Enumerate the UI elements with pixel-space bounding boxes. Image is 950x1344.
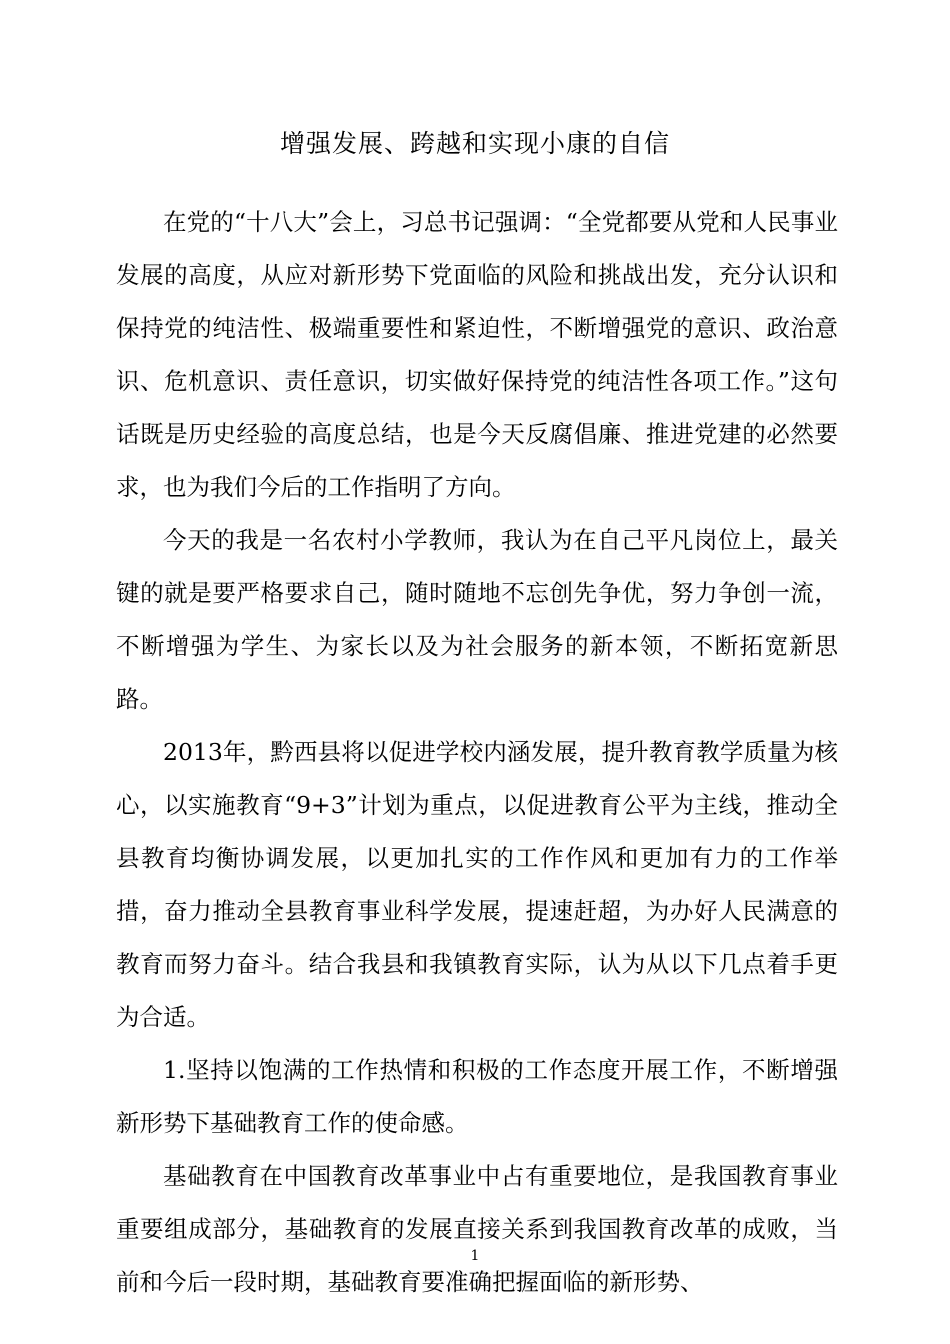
paragraph-5: 基础教育在中国教育改革事业中占有重要地位，是我国教育事业重要组成部分，基础教育的发展直接关系到我国教育改革的成败，当前和今后一段时期，基础教育要准确把握面临的新形势、 (116, 1162, 838, 1296)
document-body (116, 196, 838, 1309)
paragraph-1: 在党的“十八大”会上，习总书记强调：“全党都要从党和人民事业发展的高度，从应对新形势下党面临的风险和挑战出发，充分认识和保持党的纯洁性、极端重要性和紧迫性，不断增强党的意识、政治意识、危机意识、责任意识，切实做好保持党的纯洁性各项工作。”这句话既是历史经验的高度总结，也是今天反腐倡廉、推进党建的必然要求，也为我们今后的工作指明了方向。 (116, 208, 838, 501)
paragraph-4: 1.坚持以饱满的工作热情和积极的工作态度开展工作，不断增强新形势下基础教育工作的使命感。 (116, 1056, 838, 1137)
page-number: 1 (470, 1248, 480, 1264)
paragraph-3: 2013年，黔西县将以促进学校内涵发展，提升教育教学质量为核心，以实施教育“9+3”计划为重点，以促进教育公平为主线，推动全县教育均衡协调发展，以更加扎实的工作作风和更加有力的工作举措，奋力推动全县教育事业科学发展，提速赶超，为办好人民满意的教育而努力奋斗。结合我县和我镇教育实际，认为从以下几点着手更为合适。 (116, 738, 838, 1031)
paragraph-2: 今天的我是一名农村小学教师，我认为在自己平凡岗位上，最关键的就是要严格要求自己，随时随地不忘创先争优，努力争创一流，不断增强为学生、为家长以及为社会服务的新本领，不断拓宽新思路。 (116, 526, 838, 713)
document-title: 增强发展、跨越和实现小康的自信 (279, 129, 670, 158)
